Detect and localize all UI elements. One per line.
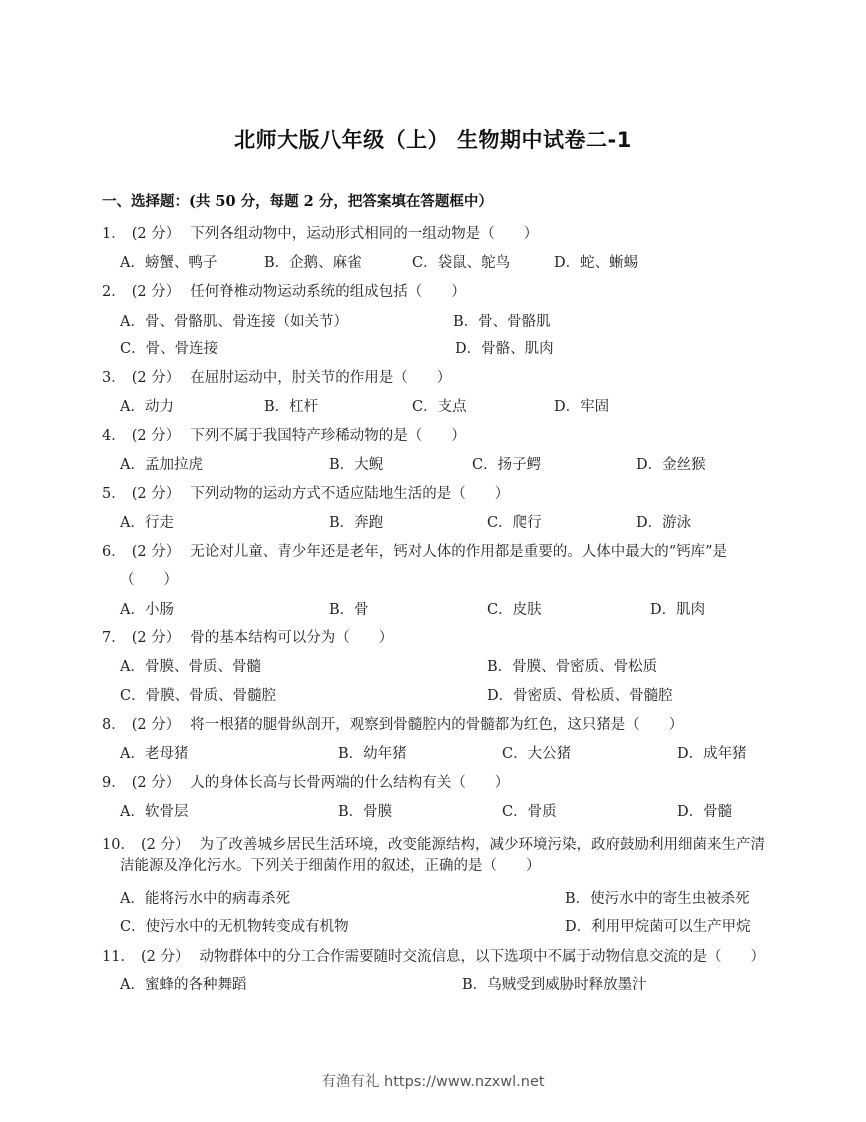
option-c: C．使污水中的无机物转变成有机物 <box>120 919 349 935</box>
option-c: C．皮肤 <box>487 602 542 618</box>
question-8 <box>102 713 683 734</box>
question-text: 任何脊椎动物运动系统的组成包括（ ） <box>190 284 466 300</box>
option-a: A．老母猪 <box>120 746 189 762</box>
option-c: C．大公猪 <box>502 746 572 762</box>
question-points: (2 分） <box>140 837 190 853</box>
question-text-continued: 洁能源及净化污水。下列关于细菌作用的叙述，正确的是（ ） <box>120 858 541 874</box>
option-d: D．骨密质、骨松质、骨髓腔 <box>487 688 673 704</box>
option-c: C．骨质 <box>502 804 557 820</box>
question-points: (2 分） <box>131 630 181 646</box>
question-points: (2 分） <box>140 949 190 965</box>
question-6 <box>102 540 727 561</box>
question-number: 7． <box>102 630 126 646</box>
question-number: 4． <box>102 428 126 444</box>
question-number: 11． <box>102 949 135 965</box>
option-d: D．游泳 <box>636 515 692 531</box>
question-number: 5． <box>102 486 126 502</box>
option-c: C．扬子鳄 <box>472 457 542 473</box>
option-c: C．骨膜、骨质、骨髓腔 <box>120 688 277 704</box>
option-b: B．骨、骨骼肌 <box>453 314 551 330</box>
option-b: B．杠杆 <box>264 399 319 415</box>
question-10 <box>102 833 765 854</box>
option-d: D．成年猪 <box>677 746 747 762</box>
question-text: 在屈肘运动中，肘关节的作用是（ ） <box>190 370 452 386</box>
question-points: (2 分） <box>131 717 181 733</box>
option-d: D．肌肉 <box>650 602 706 618</box>
question-3 <box>102 366 451 387</box>
option-a: A．行走 <box>120 515 174 531</box>
question-text: 将一根猪的腿骨纵剖开，观察到骨髓腔内的骨髓都为红色，这只猪是（ ） <box>190 717 684 733</box>
question-points: (2 分） <box>131 428 181 444</box>
question-number: 10． <box>102 837 135 853</box>
question-text: 下列各组动物中，运动形式相同的一组动物是（ ） <box>190 226 539 242</box>
question-text-continued: （ ） <box>120 572 178 588</box>
option-d: D．牢固 <box>554 399 610 415</box>
question-number: 2． <box>102 284 126 300</box>
question-text: 动物群体中的分工合作需要随时交流信息，以下选项中不属于动物信息交流的是（ ） <box>199 949 765 965</box>
question-text: 为了改善城乡居民生活环境，改变能源结构，减少环境污染，政府鼓励利用细菌来生产清 <box>199 837 765 853</box>
question-1 <box>102 222 538 243</box>
question-4 <box>102 424 466 445</box>
option-a: A．孟加拉虎 <box>120 457 203 473</box>
question-2 <box>102 280 466 301</box>
question-points: (2 分） <box>131 775 181 791</box>
option-a: A．动力 <box>120 399 174 415</box>
option-c: C．支点 <box>412 399 467 415</box>
option-d: D．金丝猴 <box>636 457 706 473</box>
option-d: D．骨髓 <box>677 804 733 820</box>
question-number: 9． <box>102 775 126 791</box>
question-number: 3． <box>102 370 126 386</box>
option-a: A．蜜蜂的各种舞蹈 <box>120 977 247 993</box>
question-11 <box>102 945 765 966</box>
option-a: A．小肠 <box>120 602 174 618</box>
question-5 <box>102 482 509 503</box>
option-b: B．企鹅、麻雀 <box>264 255 362 271</box>
question-text: 下列动物的运动方式不适应陆地生活的是（ ） <box>190 486 510 502</box>
option-a: A．骨、骨骼肌、骨连接（如关节） <box>120 314 348 330</box>
question-text: 无论对儿童、青少年还是老年，钙对人体的作用都是重要的。人体中最大的“钙库”是 <box>190 544 728 560</box>
option-d: D．利用甲烷菌可以生产甲烷 <box>565 919 751 935</box>
option-c: C．骨、骨连接 <box>120 341 219 357</box>
option-a: A．软骨层 <box>120 804 189 820</box>
question-9 <box>102 771 509 792</box>
question-text: 人的身体长高与长骨两端的什么结构有关（ ） <box>190 775 510 791</box>
option-b: B．乌贼受到威胁时释放墨汁 <box>462 977 647 993</box>
option-d: D．蛇、蜥蜴 <box>554 255 639 271</box>
question-points: (2 分） <box>131 284 181 300</box>
question-text: 骨的基本结构可以分为（ ） <box>190 630 394 646</box>
footer-watermark: 有渔有礼 https://www.nzxwl.net <box>321 1074 545 1090</box>
option-c: C．袋鼠、鸵鸟 <box>412 255 511 271</box>
question-number: 6． <box>102 544 126 560</box>
option-d: D．骨骼、肌肉 <box>455 341 554 357</box>
option-b: B．骨 <box>329 602 369 618</box>
question-points: (2 分） <box>131 370 181 386</box>
question-number: 8． <box>102 717 126 733</box>
question-points: (2 分） <box>131 226 181 242</box>
option-a: A．骨膜、骨质、骨髓 <box>120 659 261 675</box>
question-points: (2 分） <box>131 486 181 502</box>
option-b: B．奔跑 <box>329 515 384 531</box>
question-points: (2 分） <box>131 544 181 560</box>
option-a: A．能将污水中的病毒杀死 <box>120 891 290 907</box>
option-c: C．爬行 <box>487 515 542 531</box>
question-7 <box>102 626 393 647</box>
option-a: A．螃蟹、鸭子 <box>120 255 218 271</box>
option-b: B．大鲵 <box>329 457 384 473</box>
section-heading: 一、选择题：(共 50 分，每题 2 分，把答案填在答题框中） <box>102 193 493 210</box>
option-b: B．骨膜、骨密质、骨松质 <box>487 659 658 675</box>
question-number: 1． <box>102 226 126 242</box>
option-b: B．使污水中的寄生虫被杀死 <box>565 891 750 907</box>
page-title: 北师大版八年级（上） 生物期中试卷二-1 <box>234 128 632 152</box>
option-b: B．幼年猪 <box>338 746 407 762</box>
question-text: 下列不属于我国特产珍稀动物的是（ ） <box>190 428 466 444</box>
option-b: B．骨膜 <box>338 804 393 820</box>
